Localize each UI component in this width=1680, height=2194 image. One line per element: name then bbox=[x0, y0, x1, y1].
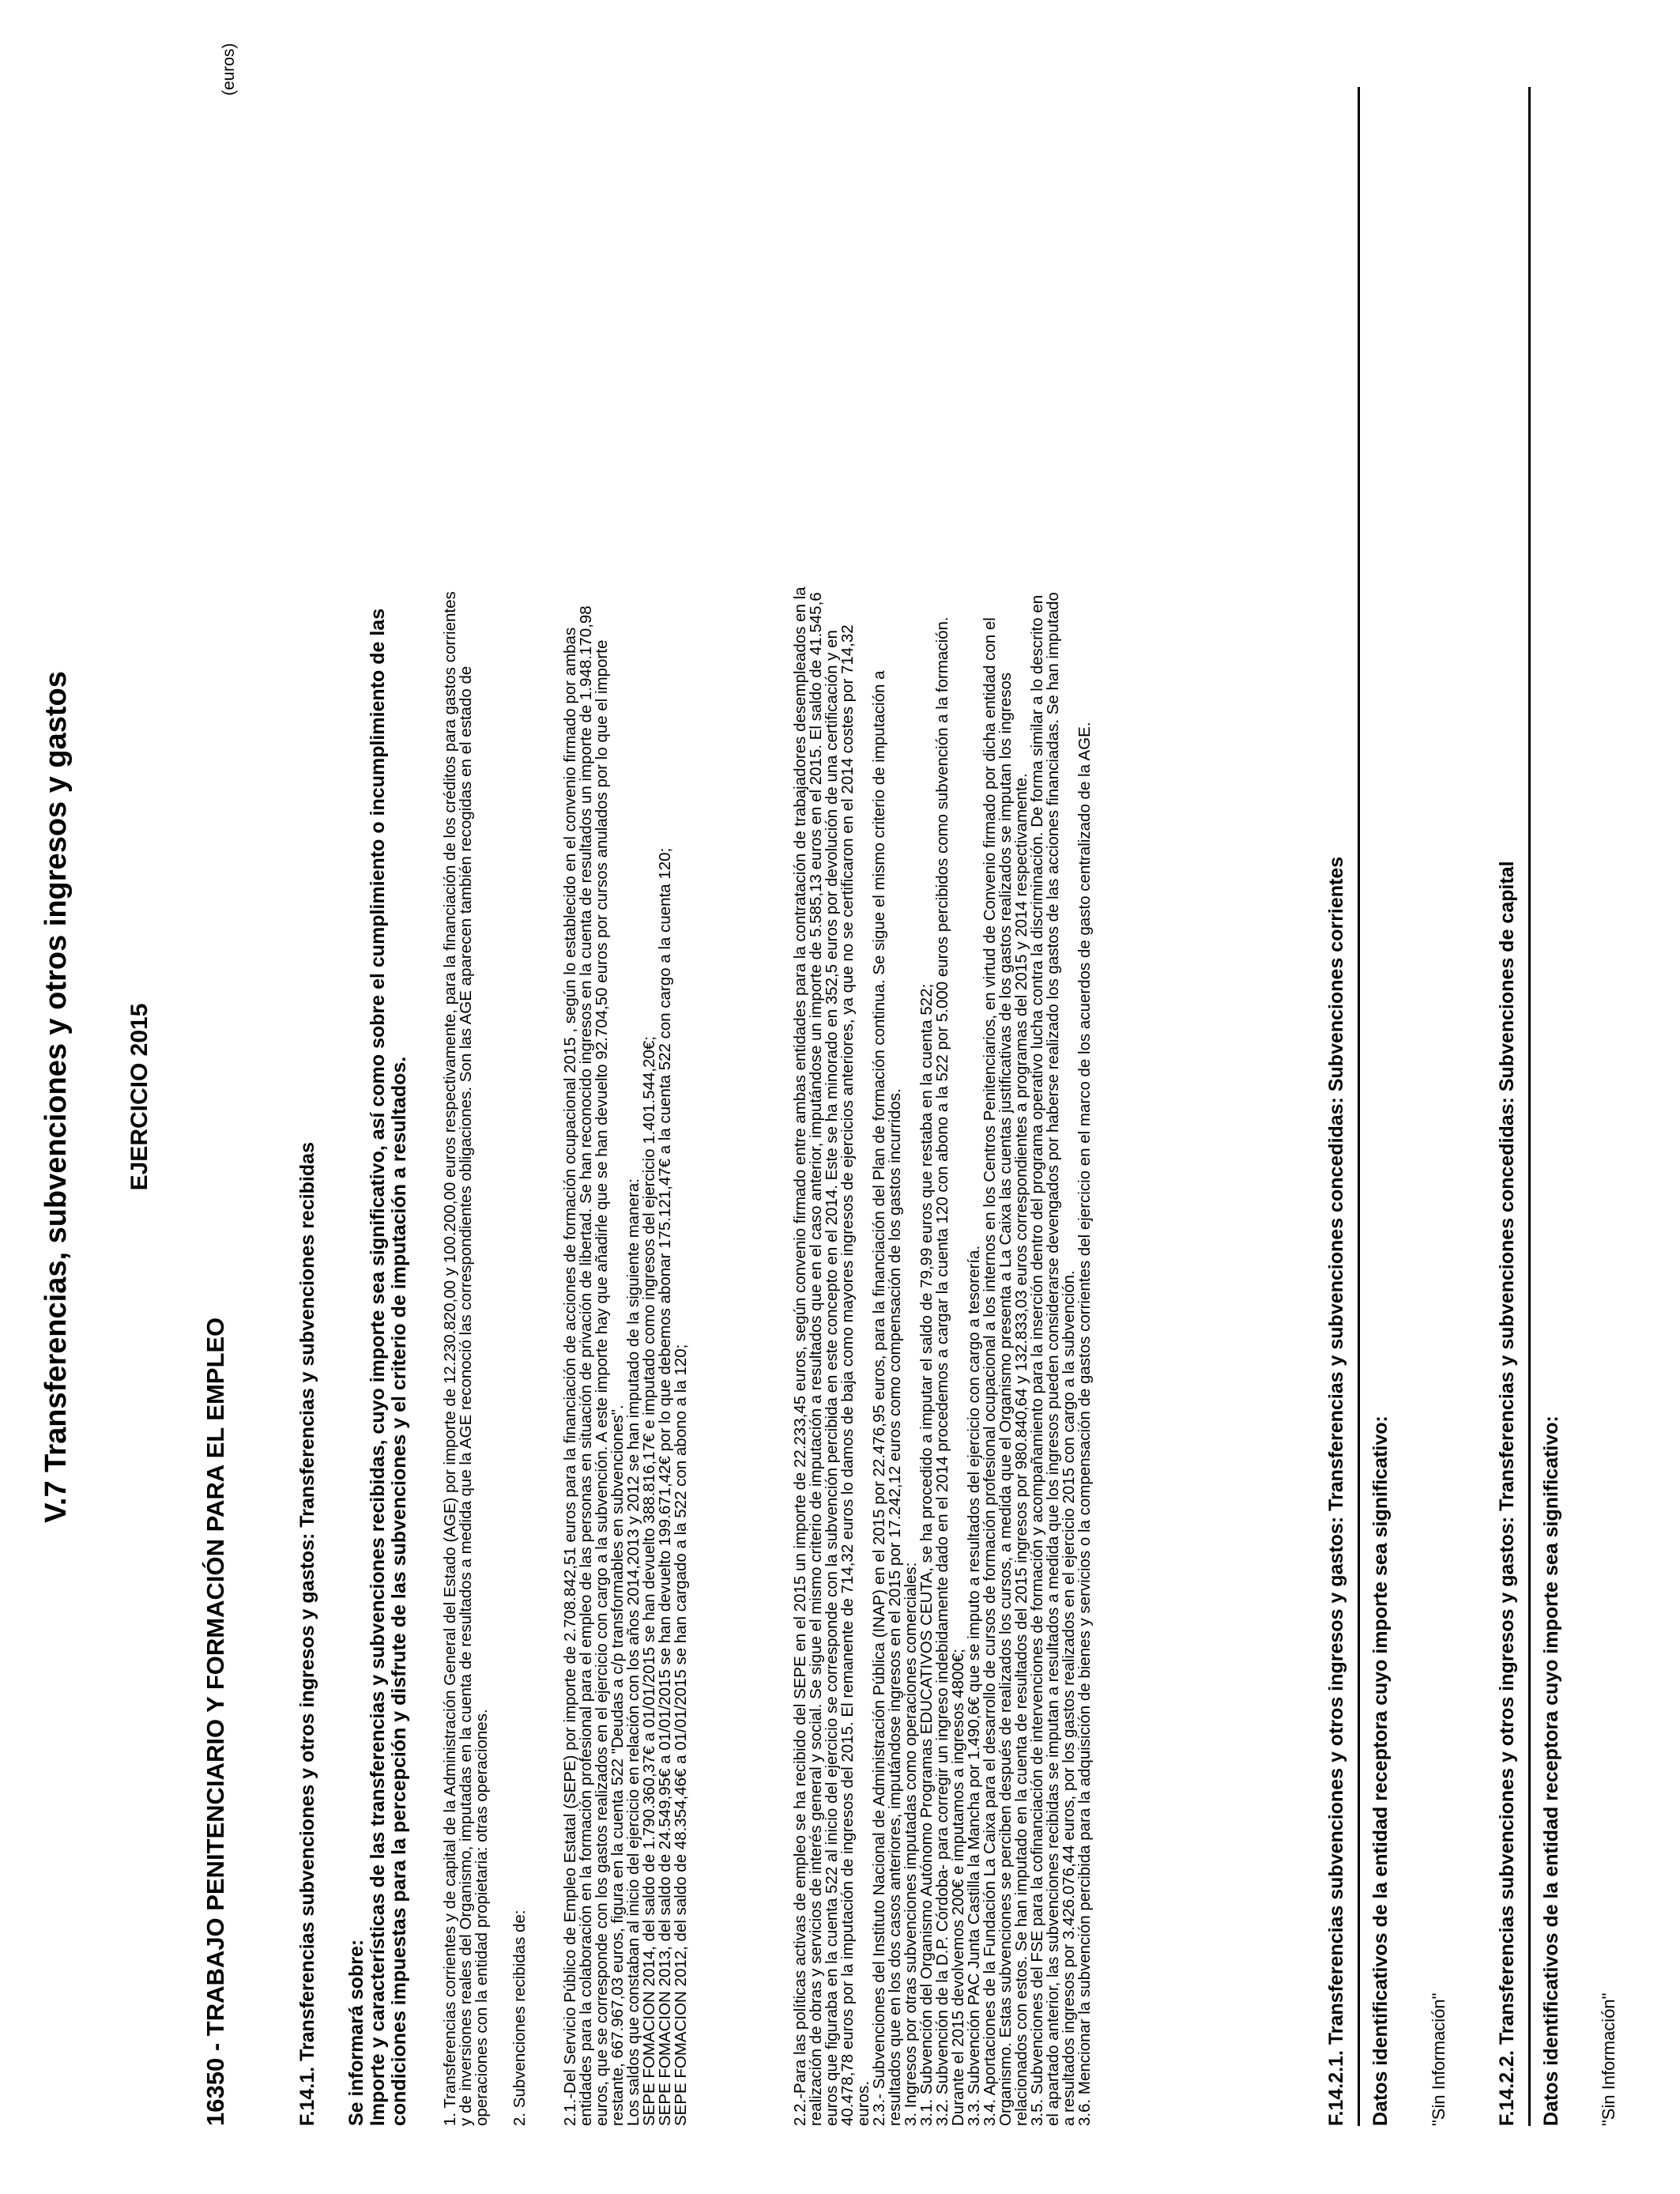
text-line: operaciones con la entidad propietaria: otras operaciones. bbox=[473, 1709, 491, 2126]
text-line: entidades para la colaboración en la formación profesional para el empleo de las personas en situación de privación de libertad. Se han reconocido ingresos en la cuenta de resultados un importe de 1.948.170,98 bbox=[577, 605, 595, 2126]
inform-line: Importe y características de las transferencias y subvenciones recibidas, cuyo importe sea significativo, así como sobre el cumplimiento o incumplimiento de las bbox=[367, 608, 389, 2126]
exercise-label: EJERCICIO 2015 bbox=[126, 1003, 153, 1191]
text-line: SEPE FOMACION 2013, del saldo de 24.549,95€ a 01/01/2015 se han devuelto 199.671,42€ por lo que debemos abonar 175.121,47€ a la cuenta 522 con cargo a la cuenta 120; bbox=[656, 847, 674, 2126]
page-title: V.7 Transferencias, subvenciones y otros ingresos y gastos bbox=[40, 671, 73, 1523]
text-line: 2.2.-Para las políticas activas de empleo se ha recibido del SEPE en el 2015 un importe de 22.233,45 euros, según convenio firmado entre ambas entidades para la contratación de trabajadores desempleados en la bbox=[791, 586, 809, 2126]
text-line: restante, 667.967,03 euros, figura en la cuenta 522 "Deudas a c/p transformables en subvenciones". bbox=[608, 1404, 627, 2126]
text-line: 3.5. Subvenciones del FSE para la cofinanciación de intervenciones de formación y acompañamiento para la inserción dentro del programa operativo lucha contra la discriminación. De forma similar a lo descrito en bbox=[1028, 594, 1046, 2126]
section-f141-heading: F.14.1. Transferencias subvenciones y otros ingresos y gastos: Transferencias y subvenciones recibidas bbox=[296, 1142, 318, 2126]
text-line: 3.3. Subvención PAC Junta Castilla la Mancha por 1.490,6€ que se imputo a resultados del ejercicio con cargo a tesorería. bbox=[965, 1245, 983, 2126]
inform-line: Se informará sobre: bbox=[345, 1939, 367, 2126]
text-line: 3. Ingresos por otras subvenciones imputadas como operaciones comerciales: bbox=[902, 1562, 920, 2126]
text-line: resultados que en los dos casos anteriores, imputándose ingresos en el 2015 por 17.242,12 euros como compensación de los gastos incurridos. bbox=[886, 1088, 904, 2126]
text-line: euros, que se corresponde con los gastos realizados en el ejercicio con cargo a la subvención. A este importe hay que añadirle que se han devuelto 92.704,50 euros por cursos anulados por lo que el importe bbox=[593, 639, 611, 2126]
paragraph-2-1 bbox=[563, 205, 689, 2126]
paragraph-2 bbox=[512, 205, 528, 2126]
section-f1421-heading: F.14.2.1. Transferencias subvenciones y otros ingresos y gastos: Transferencias y subvenciones concedidas: Subvenciones corrientes bbox=[1325, 856, 1347, 2126]
sin-informacion: "Sin Información" bbox=[1429, 1992, 1448, 2126]
text-line: 2.1.-Del Servicio Público de Empleo Estatal (SEPE) por importe de 2.708.842,51 euros para la financiación de acciones de formación ocupacional 2015 , según lo establecido en el convenio firmado por ambas bbox=[561, 627, 579, 2126]
text-line: 3.1. Subvención del Organismo Autónomo Programas EDUCATIVOS CEUTA, se ha procedido a imputar el saldo de 79,99 euros que restaba en la cuenta 522; bbox=[917, 983, 936, 2126]
divider bbox=[1528, 87, 1531, 2126]
text-line: 3.2. Subvención de la D.P. Córdoba- para corregir un ingreso indebidamente dado en el 2014 procedemos a cargar la cuenta 120 con abono a la 522 por 5.000 euros percibidos como subvención a la formación. bbox=[933, 616, 951, 2126]
text-line: 3.6. Mencionar la subvención percibida para la adquisición de bienes y servicios o la compensación de gastos corrientes del ejercicio en el marco de los acuerdos de gasto centralizado de la AGE. bbox=[1075, 722, 1094, 2126]
inform-line: condiciones impuestas para la percepción y disfrute de las subvenciones y el criterio de imputación a resultados. bbox=[388, 1056, 410, 2126]
text-line: 2. Subvenciones recibidas de: bbox=[510, 1909, 529, 2126]
text-line: 3.4. Aportaciones de la Fundación La Caixa para el desarrollo de cursos de formación profesional ocupacional a los internos en los Centros Penitenciarios, en virtud de Convenio firmado por dicha entidad con el bbox=[981, 617, 999, 2126]
datos-heading: Datos identificativos de la entidad receptora cuyo importe sea significativo: bbox=[1540, 1416, 1562, 2126]
text-line: Durante el 2015 devolvemos 200€ e imputamos a ingresos 4800€; bbox=[949, 1649, 967, 2126]
text-line: y de inversiones reales del Organismo, imputadas en la cuenta de resultados a medida que la AGE reconoció las correspondientes obligaciones. Son las AGE aparecen también recogidas en el estado de bbox=[457, 665, 475, 2126]
text-line: realización de obras y servicios de interés general y social. Se sigue el mismo criterio de imputación a resultados que en el caso anterior, imputándose un importe de 5.585,13 euros en el 2015. El saldo de 41.545,6 bbox=[807, 592, 825, 2126]
sin-informacion: "Sin Información" bbox=[1599, 1992, 1618, 2126]
divider bbox=[1358, 87, 1360, 2126]
text-line: SEPE FOMACION 2012, del saldo de 48.354,46€ a 01/01/2015 se han cargado a la 522 con abono a la 120; bbox=[672, 1344, 690, 2126]
text-line: euros que figuraba en la cuenta 522 al inicio del ejercicio se corresponde con la subvención percibida en este concepto en el 2014. Este se ha minorado en 352,5 euros por devolución de una certificación y en bbox=[823, 630, 841, 2126]
inform-block bbox=[346, 150, 410, 2126]
text-line: 2.3.- Subvenciones del Instituto Nacional de Administración Pública (INAP) en el 2015 por 22.476,95 euros, para la financiación del Plan de formación continua. Se sigue el mismo criterio de imputación a bbox=[870, 670, 888, 2126]
text-line: el apartado anterior, las subvenciones recibidas se imputan a resultados a medida que los ingresos pueden considerarse devengados por haberse realizado los gastos de las acciones financiadas. Se han imputado bbox=[1044, 592, 1062, 2126]
currency-note: (euros) bbox=[220, 43, 238, 96]
text-line: Organismo. Estas subvenciones se perciben después de realizados los cursos, a medida que el Organismo presenta a La Caixa las cuentas justificativas de los gastos realizados se imputan los ingresos bbox=[996, 672, 1015, 2126]
datos-heading: Datos identificativos de la entidad receptora cuyo importe sea significativo: bbox=[1369, 1416, 1392, 2126]
text-line: 1. Transferencias corrientes y de capital de la Administración General del Estado (AGE) por importe de 12.230.820,00 y 100.200,00 euros respectivamente, para la financiación de los créditos para gastos corrientes bbox=[441, 591, 459, 2126]
text-line: 40.478,78 euros por la imputación de ingresos del 2015. El remanente de 714,32 euros lo damos de baja como mayores ingresos de ejercicios anteriores, ya que no se certificaron en el 2014 costes por 714,32 bbox=[838, 624, 857, 2126]
paragraph-1 bbox=[443, 205, 490, 2126]
text-line: relacionados con estos. Se han imputado en la cuenta de resultados del 2015 ingresos por 980.840,64 y 132.833,03 euros correspondientes a programas del 2015 y 2014 respectivamente. bbox=[1012, 773, 1030, 2126]
text-line: SEPE FOMACION 2014, del saldo de 1.790.360,37€ a 01/01/2015 se han devuelto 388.816,17€ e imputado como ingresos del ejercicio 1.401.544,20€; bbox=[640, 1036, 658, 2126]
section-f1422-heading: F.14.2.2. Transferencias subvenciones y otros ingresos y gastos: Transferencias y subvenciones concedidas: Subvenciones de capital bbox=[1496, 861, 1518, 2126]
text-line: a resultados ingresos por 3.426.076,44 euros, por los gastos realizados en el ejercicio 2015 con cargo a la subvención. bbox=[1060, 1270, 1078, 2126]
entity-title: 16350 - TRABAJO PENITENCIARIO Y FORMACIÓN PARA EL EMPLEO bbox=[202, 1317, 229, 2126]
text-line: euros. bbox=[854, 2081, 872, 2126]
text-line: Los saldos que constaban al inicio del ejercicio en relación con los años 2014,2013 y 2012 se han imputado de la siguiente manera: bbox=[624, 1178, 642, 2126]
paragraph-2-2 bbox=[793, 205, 1093, 2126]
